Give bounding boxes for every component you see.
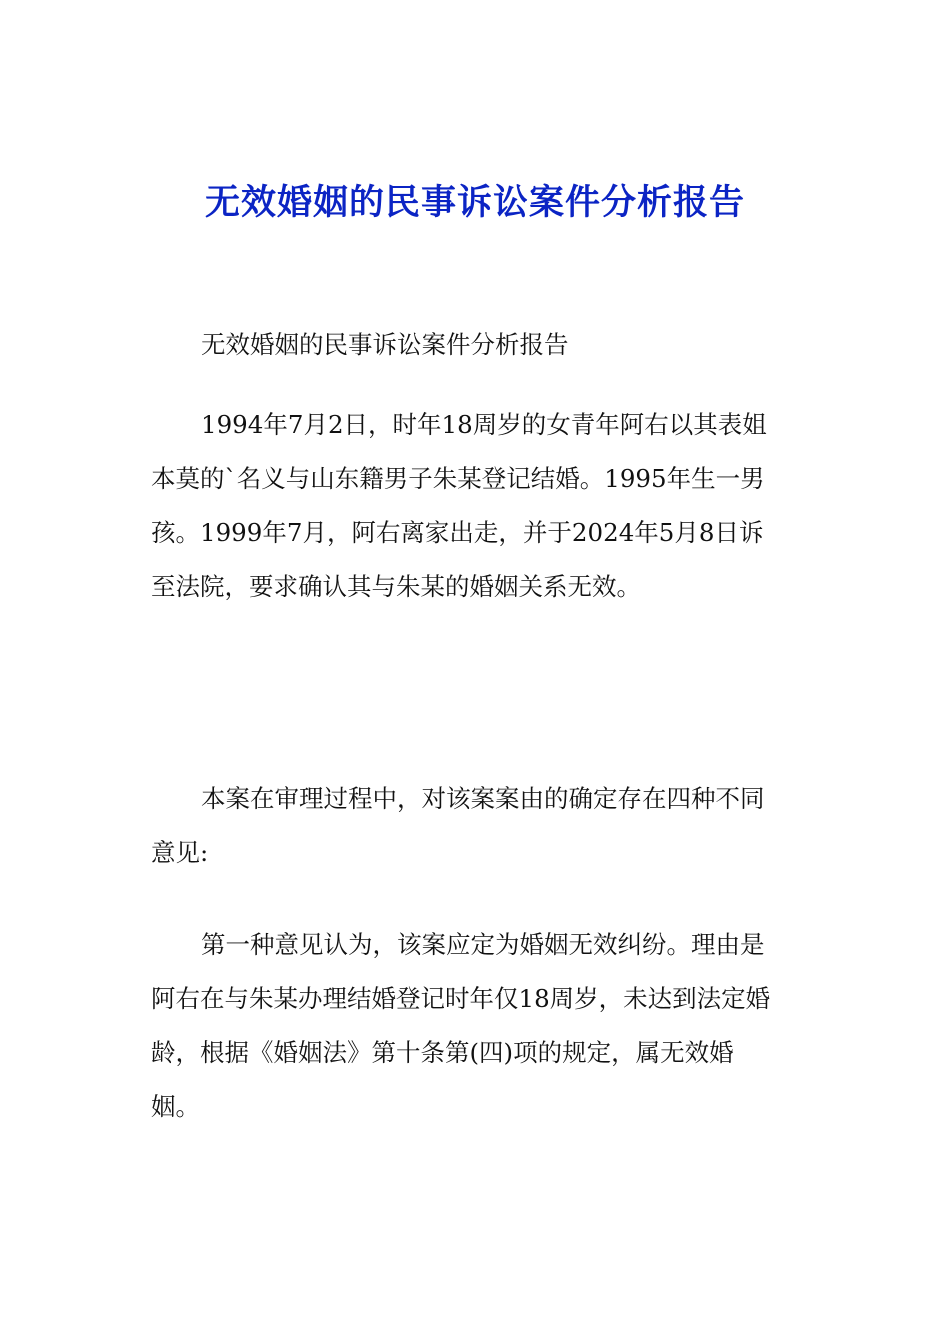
paragraph-line: 龄，根据《婚姻法》第十条第(四)项的规定，属无效婚 xyxy=(151,1038,734,1067)
paragraph-intro xyxy=(151,318,801,372)
paragraph-line: 本案在审理过程中，对该案案由的确定存在四种不同 xyxy=(201,784,765,813)
paragraph-line: 阿右在与朱某办理结婚登记时年仅18周岁，未达到法定婚 xyxy=(151,984,771,1013)
paragraph-line: 1994年7月2日，时年18周岁的女青年阿右以其表姐 xyxy=(201,410,767,439)
paragraph-line: 姻。 xyxy=(151,1092,200,1121)
document-title: 无效婚姻的民事诉讼案件分析报告 xyxy=(204,182,745,223)
paragraph-line: 孩。1999年7月，阿右离家出走，并于2024年5月8日诉 xyxy=(151,518,764,547)
paragraph-line: 第一种意见认为，该案应定为婚姻无效纠纷。理由是 xyxy=(201,930,765,959)
paragraph-line: 至法院，要求确认其与朱某的婚姻关系无效。 xyxy=(151,572,641,601)
paragraph-opinions-intro xyxy=(151,772,801,880)
paragraph-case-facts xyxy=(151,398,801,614)
paragraph-line: 意见: xyxy=(151,838,209,867)
paragraph-line: 无效婚姻的民事诉讼案件分析报告 xyxy=(201,330,569,359)
paragraph-first-opinion xyxy=(151,918,801,1134)
paragraph-line: 本莫的`名义与山东籍男子朱某登记结婚。1995年生一男 xyxy=(151,464,765,493)
